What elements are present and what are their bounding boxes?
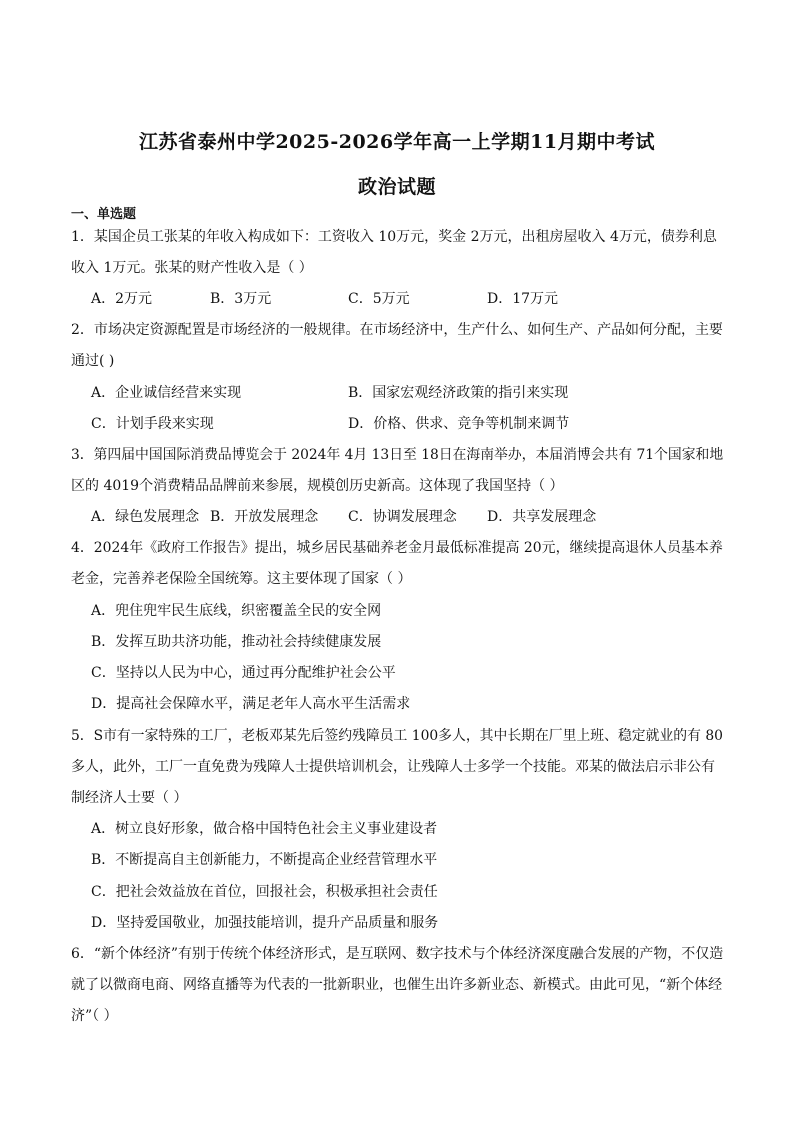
question-2-line-1: 2．市场决定资源配置是市场经济的一般规律。在市场经济中，生产什么、如何生产、产品如何分配，主要 — [71, 322, 723, 338]
question-5-line-3: 制经济人士要（ ） — [71, 790, 188, 806]
question-4-option-d: D．提高社会保障水平，满足老年人高水平生活需求 — [91, 696, 411, 712]
question-2-option-b: B．国家宏观经济政策的指引来实现 — [348, 385, 569, 401]
question-4-option-b: B．发挥互助共济功能，推动社会持续健康发展 — [91, 634, 382, 650]
question-5-option-c: C．把社会效益放在首位，回报社会，积极承担社会责任 — [91, 884, 438, 900]
question-3-option-d: D．共享发展理念 — [487, 509, 597, 525]
question-1-option-b: B．3万元 — [210, 291, 272, 307]
document-title: 江苏省泰州中学2025-2026学年高一上学期11月期中考试 — [138, 131, 656, 153]
document-subtitle: 政治试题 — [357, 176, 436, 198]
question-3-option-b: B．开放发展理念 — [210, 509, 319, 525]
question-5-option-b: B．不断提高自主创新能力，不断提高企业经营管理水平 — [91, 852, 438, 868]
question-1-line-1: 1．某国企员工张某的年收入构成如下：工资收入 10万元，奖金 2万元，出租房屋收入 4万元，债券利息 — [71, 229, 717, 245]
question-1-option-a: A．2万元 — [91, 291, 153, 307]
question-2-line-2: 通过( ) — [71, 353, 115, 369]
question-5-option-d: D．坚持爱国敬业，加强技能培训，提升产品质量和服务 — [91, 915, 439, 931]
question-3-option-c: C．协调发展理念 — [348, 509, 457, 525]
question-4-option-a: A．兜住兜牢民生底线，织密覆盖全民的安全网 — [91, 603, 382, 619]
question-3-line-2: 区的 4019个消费精品品牌前来参展，规模创历史新高。这体现了我国坚持（ ） — [71, 478, 564, 494]
question-2-option-c: C．计划手段来实现 — [91, 416, 214, 432]
question-1-line-2: 收入 1万元。张某的财产性收入是（ ） — [71, 260, 313, 276]
question-4-option-c: C．坚持以人民为中心，通过再分配维护社会公平 — [91, 665, 396, 681]
question-2-option-a: A．企业诚信经营来实现 — [91, 385, 242, 401]
question-4-line-2: 老金，完善养老保险全国统筹。这主要体现了国家（ ） — [71, 571, 412, 587]
question-5-option-a: A．树立良好形象，做合格中国特色社会主义事业建设者 — [91, 821, 438, 837]
question-1-option-d: D．17万元 — [487, 291, 559, 307]
question-3-line-1: 3．第四届中国国际消费品博览会于 2024年 4月 13日至 18日在海南举办，本届消博会共有 71个国家和地 — [71, 447, 724, 463]
question-6-line-2: 就了以微商电商、网络直播等为代表的一批新职业，也催生出许多新业态、新模式。由此可见，“新个体经 — [71, 977, 723, 993]
question-5-line-2: 多人，此外，工厂一直免费为残障人士提供培训机会，让残障人士多学一个技能。邓某的做法启示非公有 — [71, 759, 715, 775]
question-6-line-3: 济”（ ） — [71, 1008, 118, 1024]
question-3-option-a: A．绿色发展理念 — [91, 509, 200, 525]
question-6-line-1: 6．“新个体经济”有别于传统个体经济形式，是互联网、数字技术与个体经济深度融合发展的产物，不仅造 — [71, 946, 724, 962]
question-2-option-d: D．价格、供求、竞争等机制来调节 — [348, 416, 570, 432]
question-1-option-c: C．5万元 — [348, 291, 410, 307]
question-4-line-1: 4．2024年《政府工作报告》提出，城乡居民基础养老金月最低标准提高 20元，继续提高退休人员基本养 — [71, 540, 723, 556]
question-5-line-1: 5．S市有一家特殊的工厂，老板邓某先后签约残障员工 100多人，其中长期在厂里上班、稳定就业的有 80 — [71, 728, 723, 744]
section-heading: 一、单选题 — [71, 207, 137, 222]
